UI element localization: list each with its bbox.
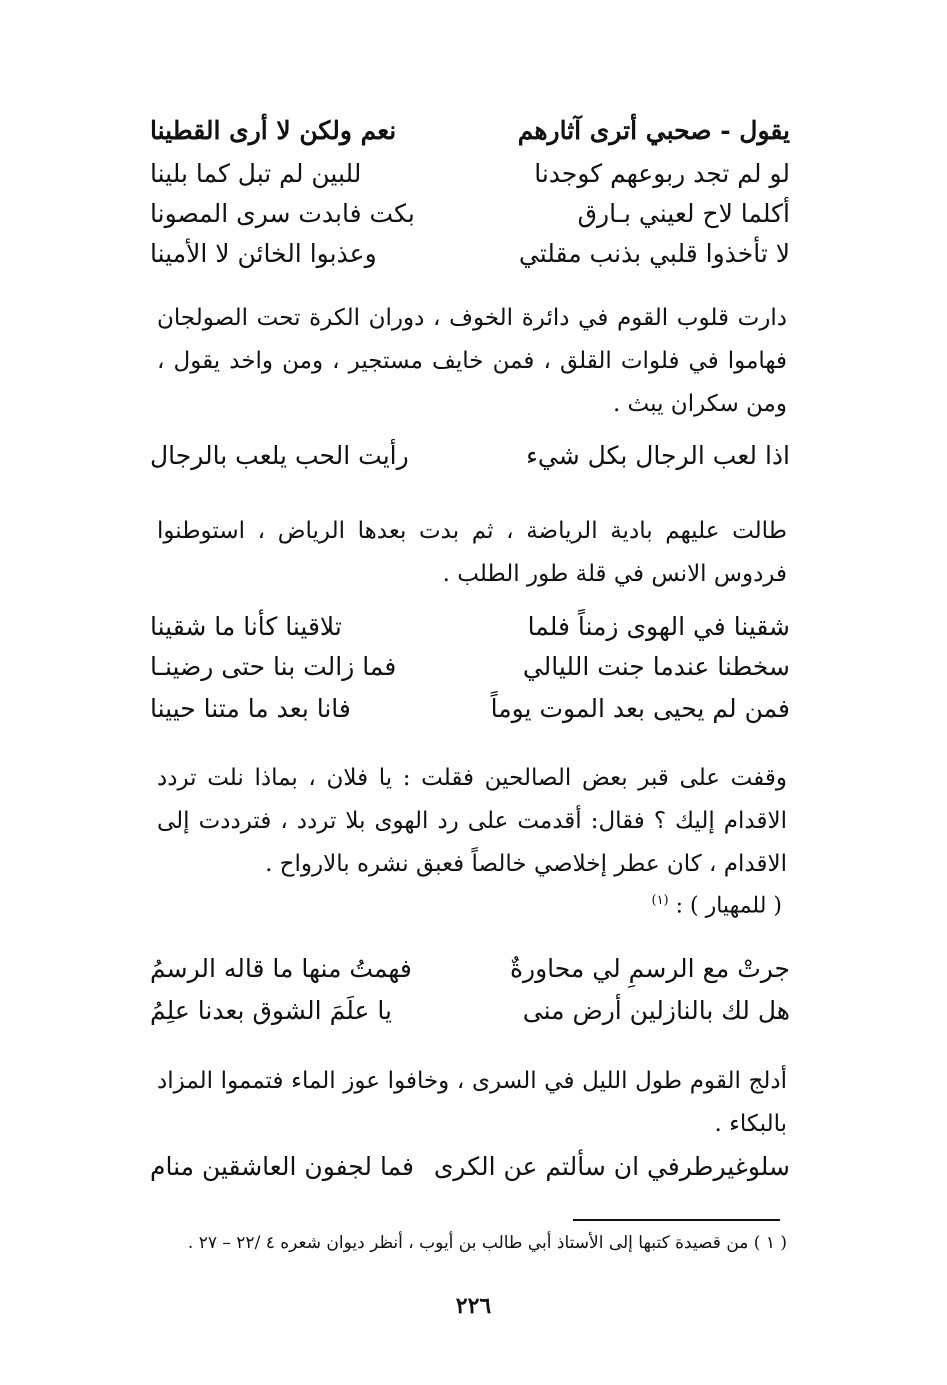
verse-hemistich-left: فما زالت بنا حتى رضينـا <box>150 651 397 681</box>
verse-line <box>150 193 790 233</box>
verse-line <box>150 110 790 150</box>
verse-line <box>150 948 790 988</box>
verse-hemistich-right: شقينا في الهوى زمناً فلما <box>527 611 790 641</box>
verse-hemistich-right: سلوغيرطرفي ان سألتم عن الكرى <box>433 1151 790 1181</box>
verse-hemistich-right: أكلما لاح لعيني بـارق <box>577 198 790 228</box>
verse-hemistich-left: وعذبوا الخائن لا الأمينا <box>150 238 377 268</box>
verse-hemistich-right: جرتْ مع الرسمِ لي محاورةٌ <box>509 953 790 983</box>
verse-hemistich-left: فهمتُ منها ما قاله الرسمُ <box>150 953 412 983</box>
prose-paragraph: طالت عليهم بادية الرياضة ، ثم بدت بعدها الرياض ، استوطنوا فردوس الانس في قلة طور الطلب . <box>157 518 787 587</box>
verse-line <box>150 688 790 728</box>
verse-hemistich-right: سخطنا عندما جنت الليالي <box>522 651 790 681</box>
footnote-marker: (١) <box>651 893 669 908</box>
verse-line <box>150 153 790 193</box>
verse-line <box>150 435 790 475</box>
poet-attribution <box>482 893 782 918</box>
prose-paragraph: أدلج القوم طول الليل في السرى ، وخافوا عوز الماء فتمموا المزاد بالبكاء . <box>157 1068 787 1137</box>
verse-hemistich-left: تلاقينا كأنا ما شقينا <box>150 611 342 641</box>
verse-hemistich-left: فما لجفون العاشقين منام <box>150 1151 414 1181</box>
verse-hemistich-left: بكت فابدت سرى المصونا <box>150 198 415 228</box>
verse-line <box>150 646 790 686</box>
verse-hemistich-right: لو لم تجد ربوعهم كوجدنا <box>534 158 790 188</box>
verse-hemistich-left: نعم ولكن لا أرى القطينا <box>150 115 397 145</box>
verse-line <box>150 1146 790 1186</box>
verse-line <box>150 233 790 273</box>
verse-hemistich-left: يا علَمَ الشوق بعدنا علِمُ <box>150 995 392 1025</box>
footnote-divider <box>573 1219 780 1221</box>
page-number: ٢٢٦ <box>455 1293 492 1319</box>
prose-paragraph: دارت قلوب القوم في دائرة الخوف ، دوران الكرة تحت الصولجان فهاموا في فلوات القلق ، فمن خايف مستجير ، ومن واخد يقول ، ومن سكران يبث . <box>157 305 787 417</box>
verse-hemistich-left: فانا بعد ما متنا حيينا <box>150 693 351 723</box>
verse-hemistich-right: اذا لعب الرجال بكل شيء <box>526 440 790 470</box>
verse-hemistich-left: رأيت الحب يلعب بالرجال <box>150 440 409 470</box>
footnote: ( ١ ) من قصيدة كتبها إلى الأستاذ أبي طالب بن أيوب ، أنظر ديوان شعره ٤ /٢٢ – ٢٧ . <box>187 1233 787 1253</box>
verse-hemistich-right: لا تأخذوا قلبي بذنب مقلتي <box>518 238 790 268</box>
verse-hemistich-right: يقول - صحبي أترى آثارهم <box>517 115 790 145</box>
verse-hemistich-left: للبين لم تبل كما بلينا <box>150 158 362 188</box>
verse-line <box>150 990 790 1030</box>
verse-hemistich-right: فمن لم يحيى بعد الموت يوماً <box>490 693 790 723</box>
verse-hemistich-right: هل لك بالنازلين أرض منى <box>522 995 790 1025</box>
prose-paragraph: وقفت على قبر بعض الصالحين فقلت : يا فلان ، بماذا نلت تردد الاقدام إليك ؟ فقال: أقدمت على رد الهوى بلا تردد ، فترددت إلى الاقدام ، كان عطر إخلاصي خالصاً فعبق نشره بالارواح . <box>157 765 787 877</box>
attribution-text: ( للمهيار ) : <box>675 893 782 919</box>
verse-line <box>150 606 790 646</box>
